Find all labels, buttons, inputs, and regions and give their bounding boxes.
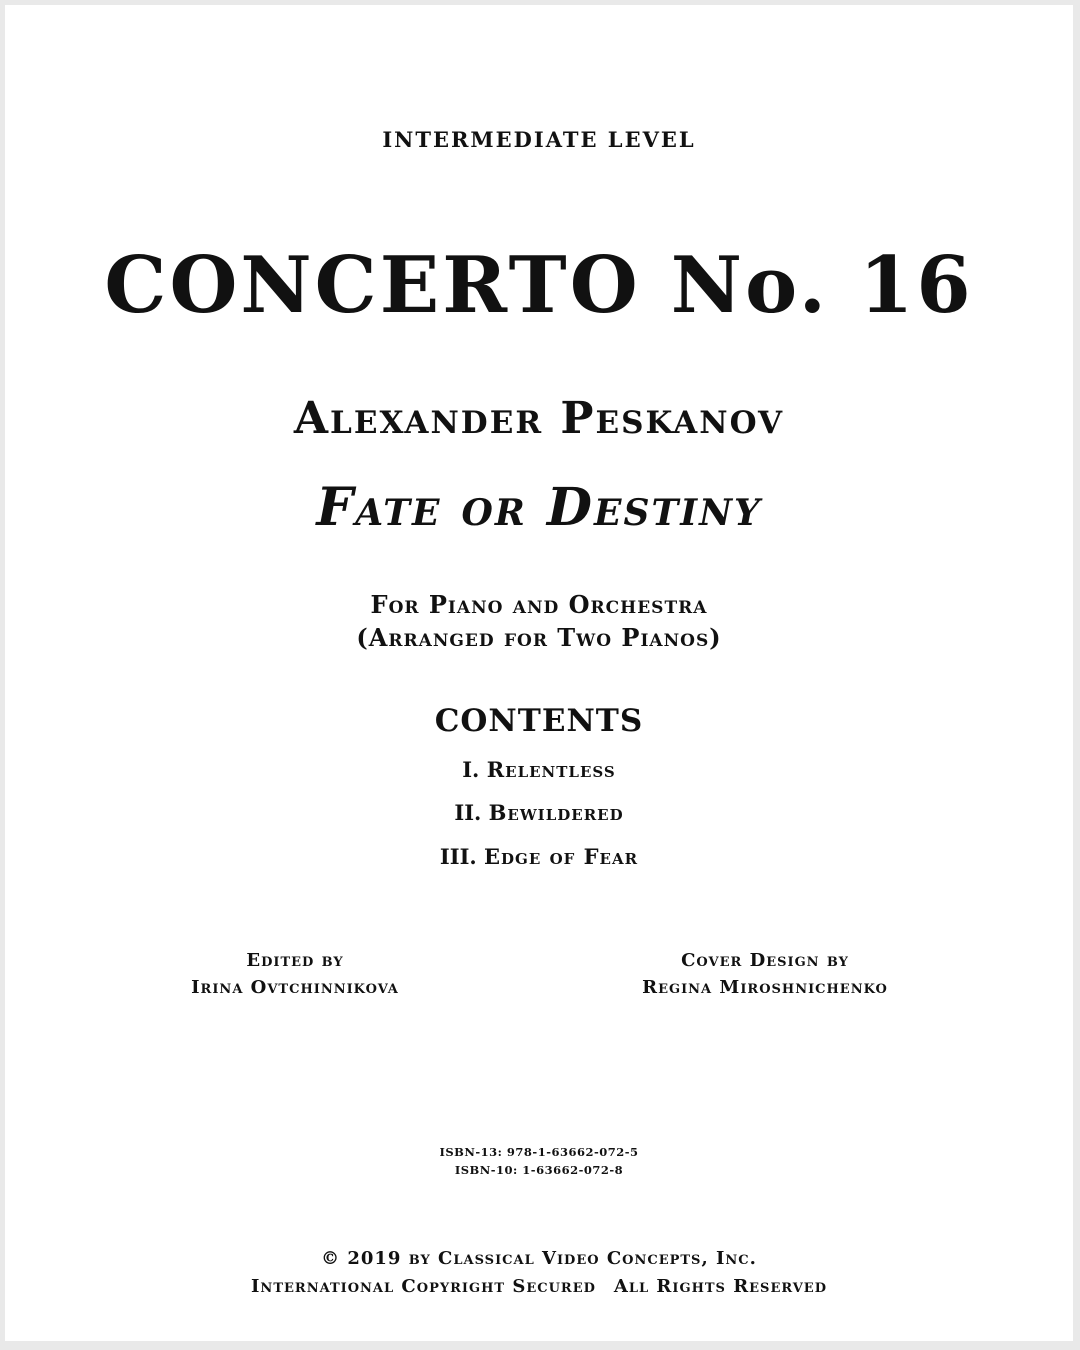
movement-numeral: III. [439, 844, 477, 869]
designer-label: Cover Design by [681, 950, 849, 971]
movement-numeral: I. [462, 757, 480, 782]
page-title: CONCERTO No. 16 [104, 240, 974, 331]
copyright-notice: © 2019 by Classical Video Concepts, Inc. [321, 1248, 757, 1269]
editor-credit [150, 947, 440, 1001]
instrumentation-line-2: (Arranged for Two Pianos) [356, 623, 722, 652]
movement-numeral: II. [454, 800, 482, 825]
isbn-10: ISBN-10: 1-63662-072-8 [454, 1163, 624, 1177]
level-label: INTERMEDIATE LEVEL [382, 127, 696, 152]
movement-item [5, 844, 1073, 869]
copyright-secured: International Copyright Secured [251, 1276, 596, 1297]
instrumentation-line-1: For Piano and Orchestra [370, 590, 708, 619]
rights-notice [5, 1276, 1073, 1297]
movement-title: Bewildered [488, 800, 624, 825]
contents-heading: CONTENTS [434, 703, 644, 739]
designer-name: Regina Miroshnichenko [642, 977, 888, 998]
movement-item [5, 800, 1073, 825]
cover-page [5, 5, 1073, 1341]
movement-title: Edge of Fear [484, 844, 639, 869]
composer-name: Alexander Peskanov [293, 393, 785, 444]
work-subtitle: Fate or Destiny [316, 477, 762, 538]
designer-credit [605, 947, 925, 1001]
isbn-13: ISBN-13: 978-1-63662-072-5 [439, 1145, 639, 1159]
movement-title: Relentless [486, 757, 616, 782]
editor-label: Edited by [246, 950, 344, 971]
movement-item [5, 757, 1073, 782]
all-rights-reserved: All Rights Reserved [613, 1276, 827, 1297]
editor-name: Irina Ovtchinnikova [191, 977, 399, 998]
